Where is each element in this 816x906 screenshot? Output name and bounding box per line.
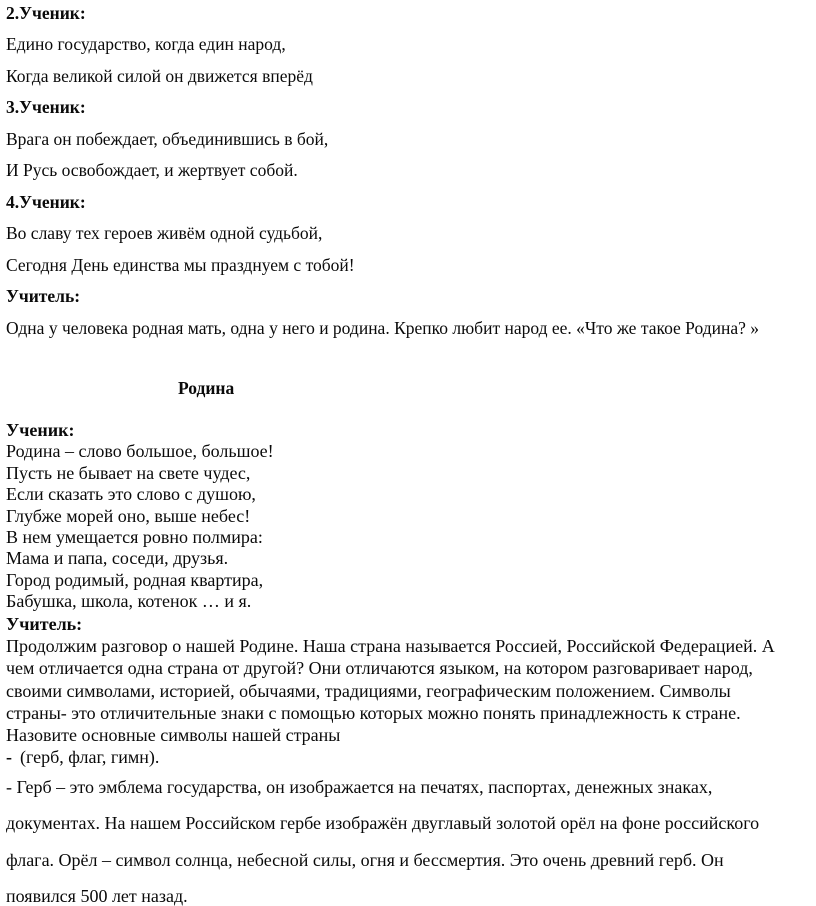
verse-line: Врага он побеждает, объединившись в бой, bbox=[6, 128, 329, 149]
poem-line: Родина – слово большое, большое! bbox=[6, 441, 274, 462]
speaker-label: Учитель: bbox=[6, 613, 83, 634]
speaker-label: 3.Ученик: bbox=[6, 97, 86, 118]
poem-section bbox=[6, 420, 812, 613]
poem-line: Бабушка, школа, котенок … и я. bbox=[6, 591, 252, 612]
poem-line: В нем умещается ровно полмира: bbox=[6, 527, 263, 548]
speaker-label: Ученик: bbox=[6, 419, 75, 440]
paragraph-line: документах. На нашем Российском гербе изображён двуглавый золотой орёл на фоне российского bbox=[6, 813, 760, 834]
poem-line: Если сказать это слово с душою, bbox=[6, 484, 256, 505]
verse-line: И Русь освобождает, и жертвует собой. bbox=[6, 160, 298, 181]
paragraph-line: Назовите основные символы нашей страны bbox=[6, 725, 341, 746]
paragraph-line: флага. Орёл – символ солнца, небесной силы, огня и бессмертия. Это очень древний герб. Он bbox=[6, 849, 724, 870]
speaker-label: Учитель: bbox=[6, 286, 81, 307]
paragraph-line: Продолжим разговор о нашей Родине. Наша страна называется Россией, Российской Федерацией. А bbox=[6, 635, 775, 656]
paragraph-line: чем отличается одна страна от другой? Они отличаются языком, на котором разговаривает народ, bbox=[6, 658, 753, 679]
verse-line: Когда великой силой он движется вперёд bbox=[6, 65, 313, 86]
paragraph-line: - Герб – это эмблема государства, он изображается на печатях, паспортах, денежных знаках, bbox=[6, 776, 713, 797]
poem-line: Город родимый, родная квартира, bbox=[6, 569, 264, 590]
emblem-paragraph-section bbox=[6, 769, 812, 906]
teacher-intro-line: Одна у человека родная мать, одна у него и родина. Крепко любит народ ее. «Что же такое Родина? » bbox=[6, 317, 760, 338]
poem-line: Глубже морей оно, выше небес! bbox=[6, 505, 251, 526]
paragraph-line: появился 500 лет назад. bbox=[6, 886, 188, 906]
symbols-list-item bbox=[6, 746, 812, 768]
poem-line: Пусть не бывает на свете чудес, bbox=[6, 462, 251, 483]
verse-line: Сегодня День единства мы празднуем с тобой! bbox=[6, 254, 355, 275]
list-dash-marker: - bbox=[6, 747, 12, 768]
paragraph-line: страны- это отличительные знаки с помощью которых можно понять принадлежность к стране. bbox=[6, 702, 741, 723]
paragraph-line: своими символами, историей, обычаями, традициями, географическим положением. Символы bbox=[6, 680, 731, 701]
section-heading-rodina: Родина bbox=[178, 377, 235, 398]
speaker-label: 2.Ученик: bbox=[6, 3, 86, 23]
list-item-text: (герб, флаг, гимн). bbox=[20, 747, 160, 768]
teacher-symbols-section bbox=[6, 613, 812, 769]
verse-line: Едино государство, когда един народ, bbox=[6, 34, 286, 55]
poem-line: Мама и папа, соседи, друзья. bbox=[6, 548, 229, 569]
speaker-label: 4.Ученик: bbox=[6, 191, 86, 212]
dialogue-section bbox=[6, 0, 812, 344]
verse-line: Во славу тех героев живём одной судьбой, bbox=[6, 223, 323, 244]
